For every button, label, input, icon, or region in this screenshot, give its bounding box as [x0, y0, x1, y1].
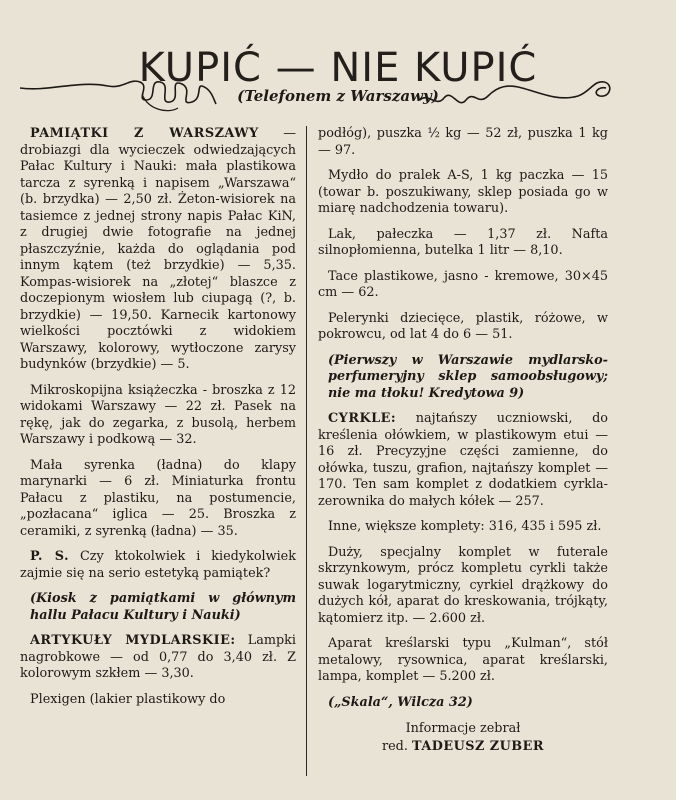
- credit-prefix: red.: [381, 739, 408, 754]
- lak-paragraph: Lak, pałeczka — 1,37 zł. Nafta silnopłomienna, butelka 1 litr — 8,10.: [318, 226, 608, 258]
- pamiatki-text: — drobiazgi dla wycieczek odwiedzających Pałac Kultury i Nauki: mała plastikowa tarcza z syrenką i napisem „Warszawa“ (b. brzydka) — 2,50 zł. Żeton-wisiorek na tasiemce z jednej strony napis Pałac KiN, z drugiej dwie fotografie na jednej płaszczyźnie, każda do oglądania pod innym kątem (też brzydkie) — 5,35. Kompas-wisiorek na „złotej“ blaszce z doczepionym wiosłem lub ciupagą (?, b. brzydkie) — 19,50. Karnecik kartonowy wielkości pocztówki z widokiem Warszawy, kolorowy, wytłoczone zarysy budynków (brzydkie) — 5.: [20, 126, 296, 372]
- ps-label: P. S.: [30, 549, 70, 564]
- duzy-paragraph: Duży, specjalny komplet w futerale skrzynkowym, prócz kompletu cyrkli także suwak logarytmiczny, cyrkiel drążkowy do dużych kół, aparat do kreskowania, trójkąty, kątomierz itp. — 2.600 zł.: [318, 544, 608, 626]
- plexigen-continuation: podłóg), puszka ½ kg — 52 zł, puszka 1 kg — 97.: [318, 126, 608, 158]
- credit-author-line: [318, 738, 608, 756]
- article-title: KUPIĆ — NIE KUPIĆ: [138, 44, 538, 91]
- credit-author-name: TADEUSZ ZUBER: [412, 739, 545, 754]
- left-column: [20, 126, 296, 717]
- tace-paragraph: Tace plastikowe, jasno - kremowe, 30×45 cm — 62.: [318, 268, 608, 300]
- right-column: [318, 126, 608, 756]
- aparat-paragraph: Aparat kreślarski typu „Kulman“, stół metalowy, rysownica, aparat kreślarski, lampa, komplet — 5.200 zł.: [318, 636, 608, 684]
- plexigen-paragraph: Plexigen (lakier plastikowy do: [30, 691, 226, 707]
- pelerynki-paragraph: Pelerynki dziecięce, plastik, różowe, w pokrowcu, od lat 4 do 6 — 51.: [318, 310, 608, 342]
- sklep-note: (Pierwszy w Warszawie mydlarsko-perfumeryjny sklep samoobsługowy; nie ma tłoku! Kredytowa 9): [328, 352, 608, 401]
- kiosk-note: (Kiosk z pamiątkami w głównym hallu Pałacu Kultury i Nauki): [30, 591, 296, 623]
- cyrkle-heading: CYRKLE:: [328, 411, 397, 426]
- ps-paragraph: [20, 549, 296, 582]
- cyrkle-text: najtańszy uczniowski, do kreślenia ołówkiem, w plastikowym etui — 16 zł. Precyzyjne części zamienne, do ołówka, tuszu, grafion, najtańszy komplet — 170. Ten sam komplet z dodatkiem cyrkla-zerownika do małych kółek — 257.: [318, 411, 608, 509]
- inne-paragraph: Inne, większe komplety: 316, 435 i 595 zł.: [328, 519, 602, 534]
- pamiatki-paragraph: [20, 126, 296, 374]
- mydlarskie-heading: ARTYKUŁY MYDLARSKIE:: [30, 633, 236, 648]
- author-credits: [318, 720, 608, 756]
- mikroskopijna-paragraph: Mikroskopijna książeczka - broszka z 12 widokami Warszawy — 22 zł. Pasek na rękę, jak do zegarka, z busolą, herbem Warszawy i podkową — 32.: [20, 382, 296, 447]
- pamiatki-heading: PAMIĄTKI Z WARSZAWY: [30, 126, 259, 141]
- ps-text: Czy ktokolwiek i kiedykolwiek zajmie się na serio estetyką pamiątek?: [20, 549, 297, 581]
- credit-line: Informacje zebrał: [405, 721, 521, 736]
- skala-note: („Skala“, Wilcza 32): [328, 694, 473, 710]
- mydlo-paragraph: Mydło do pralek A-S, 1 kg paczka — 15 (towar b. poszukiwany, sklep posiada go w miarę nadchodzenia towaru).: [318, 168, 608, 216]
- article-subtitle: (Telefonem z Warszawy): [237, 87, 439, 105]
- mydlarskie-paragraph: [20, 633, 296, 683]
- cyrkle-paragraph: [318, 411, 608, 510]
- column-divider: [306, 126, 307, 776]
- mydlarskie-text: Lampki nagrobkowe — od 0,77 do 3,40 zł. Z kolorowym szkłem — 3,30.: [20, 633, 296, 681]
- syrenka-paragraph: Mała syrenka (ładna) do klapy marynarki — 6 zł. Miniaturka frontu Pałacu z plastiku, na postumencie, „pozłacana“ iglica — 25. Broszka z ceramiki, z syrenką (ładna) — 35.: [20, 457, 296, 539]
